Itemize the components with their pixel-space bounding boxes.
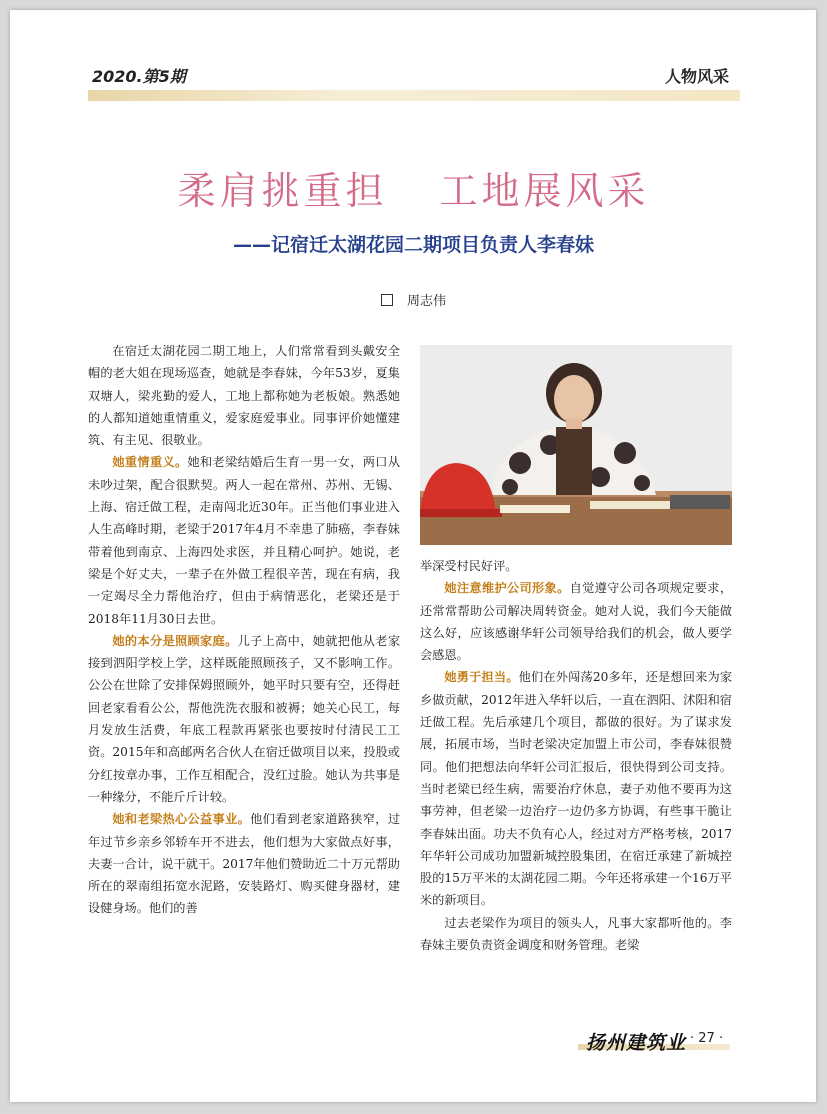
paragraph [420, 912, 732, 957]
title-part-2: 工地展风采 [439, 169, 650, 213]
right-column [420, 555, 732, 956]
paragraph [88, 340, 400, 451]
paragraph-text: 自觉遵守公司各项规定要求，还常常帮助公司解决周转资金。她对人说，我们今天能做这么好，应该感谢华轩公司领导给我们的机会，做人要学会感恩。 [420, 581, 733, 663]
issue-label: 2020.第5期 [92, 67, 186, 86]
paragraph-text: 在宿迁太湖花园二期工地上，人们常常看到头戴安全帽的老大姐在现场巡查，她就是李春妹，今年53岁，夏集双塘人，梁兆勤的爱人，工地上都称她为老板娘。熟悉她的人都知道她重情重义，爱家庭爱事业。同事评价她懂建筑、有主见、很敬业。 [88, 344, 400, 448]
paragraph-lead: 她的本分是照顾家庭。 [112, 633, 238, 648]
title-part-1: 柔肩挑重担 [177, 169, 388, 213]
paragraph-continuation: 举深受村民好评。 [420, 559, 518, 573]
left-column [88, 340, 400, 920]
paragraph-text: 过去老梁作为项目的领头人，凡事大家都听他的。李春妹主要负责资金调度和财务管理。老梁 [420, 915, 732, 953]
paragraph [88, 630, 400, 808]
author-box-icon [381, 294, 393, 306]
portrait-illustration [420, 345, 732, 545]
magazine-name: 扬州建筑业 [586, 1032, 687, 1054]
paragraph [88, 808, 400, 919]
paragraph-text: 她和老梁结婚后生育一男一女，两口从未吵过架，配合很默契。两人一起在常州、苏州、无锡、上海、宿迁做工程，走南闯北近30年。正当他们事业进入人生高峰时期，老梁于2017年4月不幸患了肺癌，李春妹带着他到南京、上海四处求医，并且精心呵护。她说，老梁是个好丈夫，一辈子在外做工程很辛苦，现在有病，我一定竭尽全力帮他治疗，但由于病情恶化，老梁还是于2018年11月30日去世。 [88, 455, 401, 626]
portrait-photo [420, 345, 732, 545]
author-name: 周志伟 [406, 294, 446, 309]
paragraph-text: 儿子上高中，她就把他从老家接到泗阳学校上学，这样既能照顾孩子，又不影响工作。公公在世除了安排保姆照顾外，她平时只要有空，还得赶回老家看看公公，帮他洗洗衣服和被褥；她关心民工，每月发放生活费，年底工程款再紧张也要按时付清民工工资。2015年和高邮两名合伙人在宿迁做项目以来，投股或分红按章办事，工作互相配合，没红过脸。她认为共事是一种缘分，不能斤斤计较。 [88, 633, 401, 804]
paragraph [88, 451, 400, 629]
paragraph-lead: 她勇于担当。 [444, 670, 519, 685]
paragraph-lead: 她和老梁热心公益事业。 [112, 812, 251, 827]
paragraph-lead: 她注意维护公司形象。 [444, 581, 570, 596]
paragraph-lead: 她重情重义。 [112, 455, 188, 470]
header-band [88, 90, 740, 101]
article-title [0, 160, 827, 215]
paragraph-text: 他们在外闯荡20多年，还是想回来为家乡做贡献，2012年进入华轩以后，一直在泗阳、沭阳和宿迁做工程。先后承建几个项目，都做的很好。为了谋求发展，拓展市场，当时老梁决定加盟上市公司，李春妹很赞同。他们把想法向华轩公司汇报后，很快得到公司支持。当时老梁已经生病，需要治疗休息，妻子劝他不要再为这事劳神，但老梁一边治疗一边仍多方协调，有些事干脆让李春妹出面。功夫不负有心人，经过对方严格考核，2017年华轩公司成功加盟新城控股集团，在宿迁承建了新城控股的15万平米的太湖花园二期。今年还将承建一个16万平米的新项目。 [420, 670, 733, 908]
author-line [0, 290, 827, 309]
article-subtitle: ——记宿迁太湖花园二期项目负责人李春妹 [232, 234, 594, 256]
section-label: 人物风采 [664, 67, 729, 86]
paragraph-text: 他们看到老家道路狭窄，过年过节乡亲乡邻轿车开不进去，他们想为大家做点好事，夫妻一合计，说干就干。2017年他们赞助近二十万元帮助所在的翠南组拓宽水泥路，安装路灯、购买健身器材，建设健身场。他们的善 [88, 812, 401, 916]
page-number: · 27 · [690, 1031, 724, 1046]
paragraph [420, 577, 732, 666]
paragraph [420, 666, 732, 911]
